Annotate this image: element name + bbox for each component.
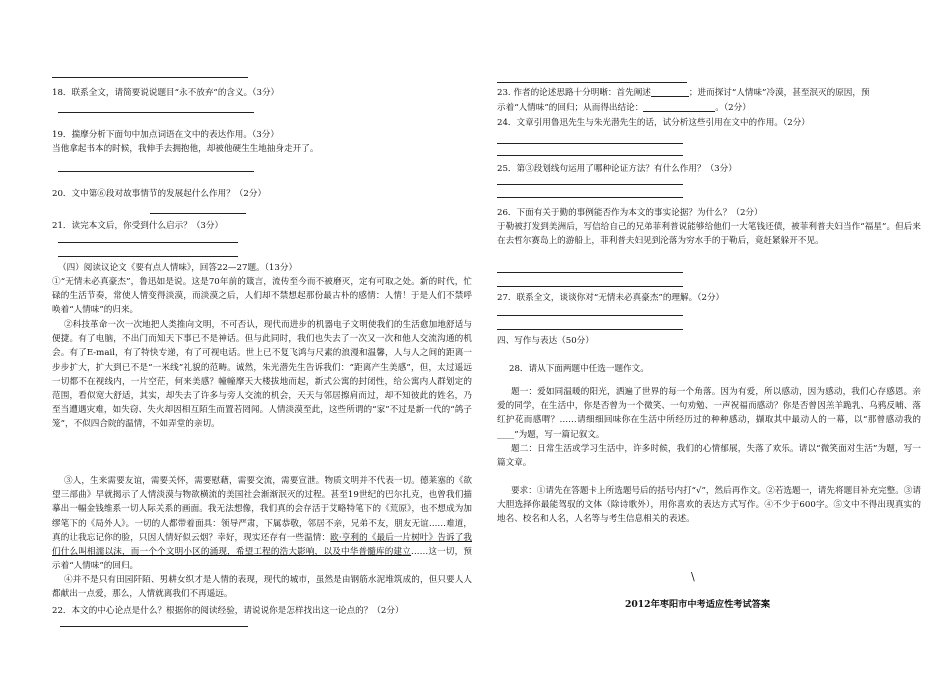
fill-blank[interactable] (643, 101, 715, 112)
question-20: 20．文中第⑥段对故事情节的发展起什么作用？（2分） (52, 189, 267, 199)
answer-line[interactable] (60, 626, 248, 627)
answer-line[interactable] (497, 315, 683, 316)
fill-blank[interactable] (651, 86, 689, 97)
question-24: 24．文章引用鲁迅先生与朱光潜先生的话，试分析这些引用在文中的作用。（2分） (497, 118, 810, 128)
question-22: 22．本文的中心论点是什么？根据你的阅读经验，请说说你是怎样找出这一论点的？（2分） (52, 606, 404, 616)
stray-mark: \ (691, 570, 695, 583)
answer-line[interactable] (497, 184, 683, 185)
answer-line[interactable] (58, 112, 254, 113)
essay-topic-1: 题一：爱如同温暖的阳光，洒遍了世界的每一个角落。因为有爱，所以感动，因为感动，我们心存感恩。亲爱的同学，在生活中，你是否曾为一个微笑、一句劝勉、一声祝福而感动？你是否曾因羔羊跪乳、乌鸦反哺、落红护花而感喟？……请细细回味你在生活中所经历过的种种感动，撷取其中最动人的一幕，以“那曾感动我的____”为题，写一篇记叙文。 (497, 387, 921, 440)
question-23-part-c: 示着“人情味”的回归；从而得出结论： (497, 103, 644, 113)
answer-line[interactable] (58, 256, 238, 257)
underlined-sentence: 欧·亨利的《最后一片树叶》告诉了我们什么叫相濡以沫，而一个个文明小区的涌现，希望工程的浩大影响，以及中华普髓库的建立 (52, 532, 472, 558)
question-26: 26．下面有关于勤的事例能否作为本文的事实论据？为什么？（2分） (497, 208, 763, 218)
question-23-part-b: ；进而探讨“人情味”冷漠，甚至泯灭的原因，预 (688, 88, 870, 98)
answer-line[interactable] (497, 155, 683, 156)
section-4-heading: （四）阅读议论文《要有点人情味》，回答22—27题。（13分） (58, 263, 298, 273)
answer-line[interactable] (497, 82, 687, 83)
paragraph-2: ②科技革命一次一次地把人类推向文明，不可否认，现代而进步的机器电子文明使我们的生活愈加地舒适与便捷。有了电脑，不出门而知天下事已不是神话。但与此同时，我们也失去了一次又一次和他人交流沟通的机会。有了E-mail，有了特快专递，有了可视电话。世上已不复飞鸿与尺素的浪漫和温馨，人与人之间的距离一步步扩大，扩大到已不是“一米线”礼貌的范畴。诚然，朱光潜先生告诉我们：“距离产生美感”，但，太过遥远一切都不在视线内，一片空茫，何来美感？幢幢摩天大楼拔地而起，新式公寓的封闭性，给公寓内人群划定的范围，看似宽大舒适，其实，却失去了许多与旁人交流的机会，天天与邻居擦肩而过，却不知彼此的姓名，乃至当遭遇灾难，如失窃、失火却因相互陌生而置若罔闻。人情淡漠至此，这些所谓的“家”不过是新一代的“鸽子笼”，不似四合院的温情，不如弄堂的亲切。 (52, 320, 472, 430)
section-writing-heading: 四、写作与表达（50分） (497, 336, 594, 346)
answer-line[interactable] (58, 242, 238, 243)
question-19: 19．揣摩分析下面句中加点词语在文中的表达作用。（3分） (52, 130, 279, 140)
answer-line[interactable] (497, 143, 683, 144)
answer-line[interactable] (150, 213, 246, 214)
answer-line[interactable] (497, 329, 683, 330)
question-23-part-d: 。（2分） (715, 103, 751, 113)
question-28: 28．请从下面两题中任选一题作文。 (509, 364, 649, 374)
answer-title: 2012年枣阳市中考适应性考试答案 (625, 599, 771, 610)
paragraph-4: ④并不是只有田园阡陌、男耕女织才是人情的表现，现代的城市，虽然是由钢筋水泥堆筑成的，但只要人人都献出一点爱，那么，人情就离我们不再遥远。 (52, 575, 472, 600)
question-23-part-a: 23. 作者的论述思路十分明晰：首先阐述 (497, 88, 651, 98)
answer-line[interactable] (52, 77, 248, 78)
answer-line[interactable] (497, 197, 683, 198)
question-27: 27．联系全文，谈谈你对“无情未必真豪杰”的理解。（2分） (497, 293, 725, 303)
paragraph-3 (52, 474, 472, 573)
question-25: 25．第③段划线句运用了哪种论证方法？有什么作用？（3分） (497, 164, 737, 174)
essay-requirements: 要求：①请先在答题卡上所选题号后的括号内打“√”，然后再作文。②若选题一，请先将题目补充完整。③请大胆选择你最能驾驭的文体（除诗歌外），用你喜欢的表达方式写作。④不少于600字。⑤文中不得出现真实的地名、校名和人名，人名等与考生信息相关的表述。 (497, 486, 921, 525)
question-23-continued (497, 101, 751, 115)
answer-line[interactable] (497, 286, 683, 287)
paragraph-3-end: ……这一切，预示着“人情味”的回归。 (52, 547, 472, 572)
answer-line[interactable] (497, 272, 683, 273)
question-18: 18．联系全文，请简要说说题目“永不放弃”的含义。（3分） (52, 88, 280, 98)
essay-topic-2: 题二：日常生活或学习生活中，许多时候，我们的心情郁展，失落了欢乐。请以“微笑面对生活”为题，写一篇文章。 (497, 444, 921, 469)
paragraph-3-text: ③人，生来需要友谊，需要关怀，需要慰藉，需要交流，需要宣泄。物质文明并不代表一切。德莱塞的《欲望三部曲》早就揭示了人情淡漠与物欲横流的美国社会渐渐泯灭的过程。甚至19世纪的巴尔扎克，也曾我们描摹出一幅金钱维系一切人际关系的画面。我无法想像，我们真的会存活于艾略特笔下的《荒原》，也不想成为加缪笔下的《局外人》。一切的人都带着面具：领导严肃，下属恭敬，邻居不亲，兄弟不友，朋友无谊……难道，真的让我忘记你的脸，只因人情好似云烟？幸好，现实还存有一些温情： (52, 476, 472, 543)
question-23 (497, 86, 870, 100)
question-21: 21．读完本文后，你受到什么启示？（3分） (52, 221, 224, 231)
question-19-sentence: 当他拿起书本的时候，我伸手去拥抱他，却被他硬生生地抽身走开了。 (52, 144, 319, 154)
question-26-text: 于勒被打发到美洲后，写信给自己的兄弟菲利普说能够给他们一大笔钱还债，被菲利普夫妇当作“福星”。但后来在去哲尔赛岛上的游船上，菲利普夫妇见到沦落为穷水手的于勒后，竟赶紧躲开不见。 (497, 222, 921, 247)
answer-line[interactable] (58, 171, 254, 172)
paragraph-1: ①“无情未必真豪杰”，鲁迅如是说。这是70年前的箴言，流传至今而不被磨灭，定有可取之处。新的时代，忙碌的生活节奏，常使人情变得淡漠，而淡漠之后，人们却不禁想起那份最古朴的感情：人情！于是人们不禁呼唤着“人情味”的归来。 (52, 277, 472, 316)
